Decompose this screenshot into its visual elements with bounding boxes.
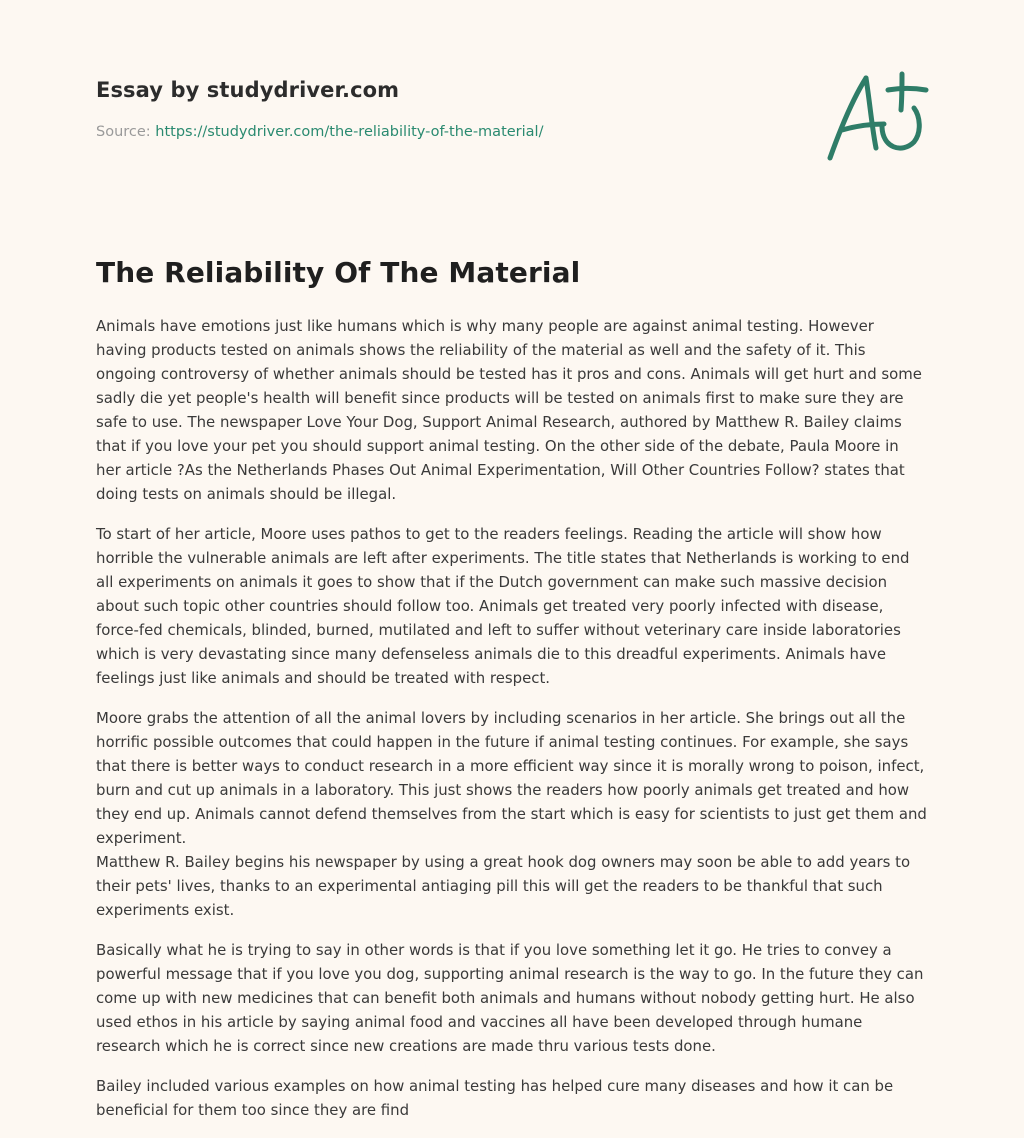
page-header: [96, 74, 928, 194]
paragraph: Basically what he is trying to say in other words is that if you love something let it go. He tries to convey a powerful message that if you love you dog, supporting animal research is the way to go. In the future they can come up with new medicines that can benefit both animals and humans without nobody getting hurt. He also used ethos in his article by saying animal food and vaccines all have been developed through humane research which he is correct since new creations are made thru various tests done.: [96, 941, 924, 1055]
paragraph: Bailey included various examples on how animal testing has helped cure many diseases and how it can be beneficial for them too since they are find: [96, 1077, 894, 1119]
source-label: Source:: [96, 124, 156, 140]
article-body: [96, 314, 928, 1138]
site-title: Essay by studydriver.com: [96, 78, 400, 102]
paragraph-line: Matthew R. Bailey begins his newspaper by using a great hook dog owners may soon be able to add years to their pets' lives, thanks to an experimental antiaging pill this will get the readers to be thankful that such experiments exist.: [96, 853, 911, 919]
source-line: [96, 124, 543, 140]
paragraph: [96, 706, 928, 922]
a-plus-logo-icon: [822, 68, 932, 168]
paragraph-line: Moore grabs the attention of all the animal lovers by including scenarios in her article. She brings out all the horrific possible outcomes that could happen in the future if animal testing continues. For example, she says that there is better ways to conduct research in a more efficient way since it is morally wrong to poison, infect, burn and cut up animals in a laboratory. This just shows the readers how poorly animals get treated and how they end up. Animals cannot defend themselves from the start which is easy for scientists to just get them and experiment.: [96, 709, 927, 847]
paragraph: Animals have emotions just like humans which is why many people are against animal testing. However having products tested on animals shows the reliability of the material as well and the safety of it. This ongoing controversy of whether animals should be tested has it pros and cons. Animals will get hurt and some sadly die yet people's health will benefit since products will be tested on animals first to make sure they are safe to use. The newspaper Love Your Dog, Support Animal Research, authored by Matthew R. Bailey claims that if you love your pet you should support animal testing. On the other side of the debate, Paula Moore in her article ?As the Netherlands Phases Out Animal Experimentation, Will Other Countries Follow? states that doing tests on animals should be illegal.: [96, 317, 922, 503]
page-title: The Reliability Of The Material: [96, 256, 581, 289]
source-link[interactable]: https://studydriver.com/the-reliability-of-the-material/: [155, 124, 544, 140]
paragraph: To start of her article, Moore uses pathos to get to the readers feelings. Reading the article will show how horrible the vulnerable animals are left after experiments. The title states that Netherlands is working to end all experiments on animals it goes to show that if the Dutch government can make such massive decision about such topic other countries should follow too. Animals get treated very poorly infected with disease, force-fed chemicals, blinded, burned, mutilated and left to suffer without veterinary care inside laboratories which is very devastating since many defenseless animals die to this dreadful experiments. Animals have feelings just like animals and should be treated with respect.: [96, 525, 910, 687]
